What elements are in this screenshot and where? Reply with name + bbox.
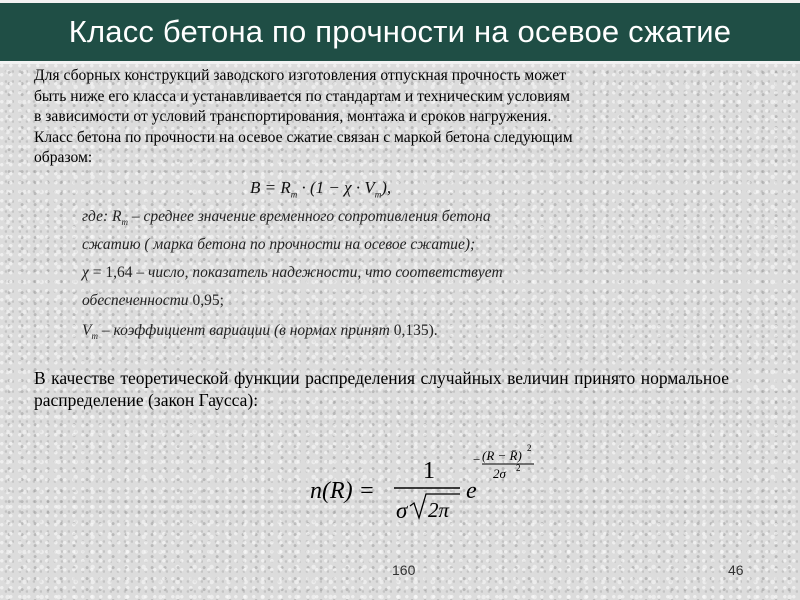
- definition-vm: $V_m$ – коэффициент вариации (в нормах принят 0,135).: [82, 322, 438, 342]
- definition-rm-cont: сжатию ( марка бетона по прочности на осевое сжатие);: [82, 236, 476, 253]
- footer-number: 160: [392, 562, 416, 578]
- gauss-numerator: 1: [423, 458, 435, 484]
- intro-line: быть ниже его класса и устанавливается по стандартам и техническим условиям: [34, 87, 570, 105]
- exp-denominator: 2σ: [493, 466, 506, 481]
- gauss-root-arg: 2π: [428, 498, 450, 522]
- exp-den-power: 2: [516, 463, 521, 473]
- intro-paragraph: [34, 66, 744, 169]
- gauss-lhs: n(R) =: [310, 478, 375, 504]
- intro-line: Класс бетона по прочности на осевое сжатие связан с маркой бетона следующим: [34, 128, 573, 146]
- definition-chi: χ = 1,64 – число, показатель надежности, что соответствует: [82, 264, 503, 281]
- slide-title: Класс бетона по прочности на осевое сжатие: [68, 14, 732, 49]
- page-number: 46: [728, 562, 744, 578]
- exp-num-power: 2: [527, 443, 532, 453]
- gauss-paragraph: В качестве теоретической функции распределения случайных величин принято нормальное распределение (закон Гаусса):: [34, 368, 729, 410]
- gauss-sigma: σ: [396, 498, 408, 523]
- exp-numerator: (R − R̄): [482, 448, 522, 463]
- title-bar: [0, 0, 800, 64]
- intro-line: образом:: [34, 149, 93, 166]
- class-formula: $B = R_m \cdot (1 - \chi \cdot V_m)$,: [250, 178, 392, 200]
- gauss-e: e: [466, 478, 477, 504]
- intro-line: Для сборных конструкций заводского изготовления отпускная прочность может: [34, 67, 566, 84]
- gauss-formula: [310, 440, 550, 530]
- exp-minus: −: [473, 452, 481, 467]
- definition-rm: где: $R_m$ – среднее значение временного сопротивления бетона: [82, 208, 491, 228]
- intro-line: в зависимости от условий транспортирования, монтажа и сроков нагружения.: [34, 108, 552, 125]
- definition-chi-cont: обеспеченности 0,95;: [82, 292, 224, 309]
